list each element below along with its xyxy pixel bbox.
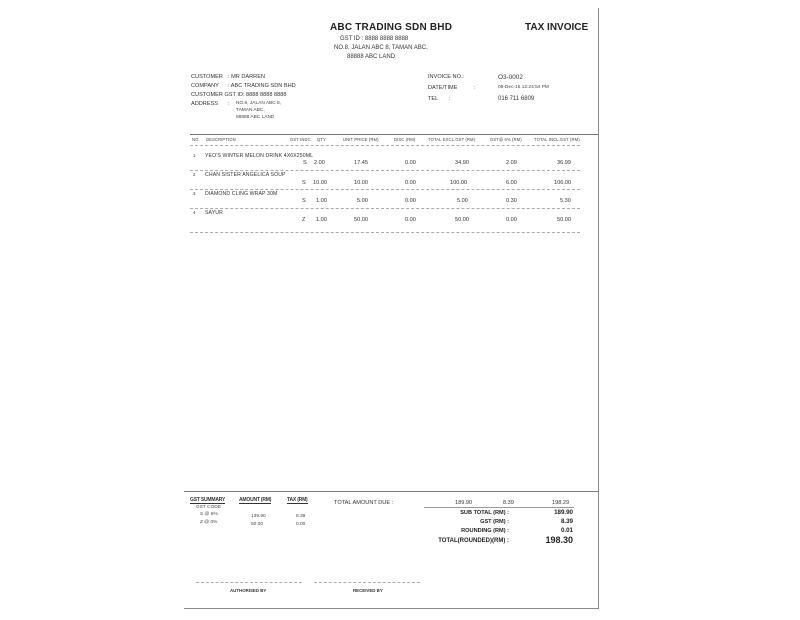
company-value: : ABC TRADING SDN BHD — [228, 83, 296, 89]
row-unit-price: 17.45 — [354, 160, 368, 166]
row-total-incl: 5.30 — [560, 198, 571, 204]
row-description: YEO'S WINTER MELON DRINK 4X6X250ML — [205, 153, 314, 159]
gst-total-label: GST (RM) : — [480, 519, 509, 525]
subtotal-value: 189.90 — [554, 509, 573, 516]
row-qty: 1.00 — [316, 217, 327, 223]
total-amount-due-label: TOTAL AMOUNT DUE : — [334, 500, 394, 506]
row-divider — [190, 208, 580, 209]
totals-rule — [424, 507, 574, 508]
row-total-excl: 5.00 — [457, 198, 468, 204]
col-header-gst-amount: GST@ 6% (RM) — [490, 137, 522, 142]
subtotal-label: SUB TOTAL (RM) : — [460, 510, 509, 516]
row-disc: 0.00 — [405, 180, 416, 186]
total-gst-value: 8.39 — [503, 500, 514, 506]
row-total-excl: 50.00 — [455, 217, 469, 223]
row-total-incl: 50.00 — [557, 217, 571, 223]
row-no: 2 — [193, 172, 196, 177]
received-signature-line — [314, 582, 420, 583]
address-line: TAMAN ABC, — [236, 108, 265, 113]
company-gst-id: GST ID : 8888 8888 8888 — [340, 36, 409, 42]
gst-tax-header: TAX (RM) — [287, 497, 308, 503]
gst-amount-header: AMOUNT (RM) — [239, 497, 272, 503]
row-gst-indc: S — [303, 160, 307, 166]
authorised-by-label: AUTHORISED BY — [230, 588, 267, 593]
gst-total-value: 8.39 — [560, 518, 573, 525]
footer-top-rule — [184, 491, 598, 492]
col-header-unit-price: UNIT PRICE (RM) — [343, 137, 379, 142]
grand-total-label: TOTAL(ROUNDED)(RM) : — [438, 538, 509, 544]
col-header-gst-indc: GST INDC. — [290, 137, 312, 142]
tel-colon: : — [449, 96, 451, 102]
grand-total-value: 198.30 — [545, 535, 573, 545]
row-divider — [190, 170, 580, 171]
gst-code-tax: 8.39 — [296, 514, 306, 519]
customer-value: : MR DARREN — [228, 74, 265, 80]
row-gst-indc: S — [302, 180, 306, 186]
company-label: COMPANY — [191, 83, 219, 89]
invoice-no-label: INVOICE NO.: — [428, 74, 465, 80]
received-by-label: RECEIVED BY — [353, 588, 383, 593]
tel-value: 016 711 6809 — [498, 96, 535, 102]
row-divider — [190, 189, 580, 190]
row-gst-amount: 0.00 — [506, 217, 517, 223]
col-header-qty: QTY — [317, 137, 326, 142]
tel-label: TEL — [428, 96, 439, 102]
row-description: CHAN SISTER ANGELICA SOUP — [205, 172, 286, 178]
table-header-rule — [190, 145, 580, 146]
document-title: TAX INVOICE — [525, 22, 589, 33]
row-total-excl: 34.90 — [455, 160, 469, 166]
company-address-line1: NO.8, JALAN ABC 8, TAMAN ABC, — [334, 45, 428, 51]
row-total-incl: 36.99 — [557, 160, 571, 166]
customer-gst-label: CUSTOMER GST ID: — [191, 92, 245, 98]
gst-code-label: GST CODE — [196, 505, 221, 510]
total-incl-value: 198.29 — [552, 500, 570, 506]
row-total-excl: 100.00 — [450, 180, 468, 186]
col-header-description: DESCRIPTION — [206, 137, 236, 142]
table-top-rule — [190, 134, 598, 135]
authorised-signature-line — [196, 582, 302, 583]
row-qty: 10.00 — [313, 180, 327, 186]
row-unit-price: 10.00 — [354, 180, 368, 186]
row-unit-price: 50.00 — [354, 217, 368, 223]
row-disc: 0.00 — [405, 160, 416, 166]
gst-code-tax: 0.00 — [296, 522, 306, 527]
gst-code: Z @ 0% — [200, 520, 218, 525]
total-excl-value: 189.90 — [455, 500, 473, 506]
gst-code: S @ 6% — [200, 512, 218, 517]
col-header-disc: DISC (RM) — [394, 137, 416, 142]
row-total-incl: 106.00 — [554, 180, 572, 186]
row-description: DIAMOND CLING WRAP 30M — [205, 191, 278, 197]
row-disc: 0.00 — [405, 198, 416, 204]
customer-label: CUSTOMER — [191, 74, 223, 80]
row-gst-amount: 2.09 — [506, 160, 517, 166]
row-qty: 2.00 — [314, 160, 325, 166]
datetime-colon: : — [474, 85, 476, 91]
row-qty: 1.00 — [316, 198, 327, 204]
row-gst-indc: S — [302, 198, 306, 204]
address-line: NO.8, JALAN ABC 8, — [236, 101, 282, 106]
row-description: SAYUR — [205, 210, 223, 216]
company-name: ABC TRADING SDN BHD — [330, 22, 453, 33]
datetime-value: 08-Dec-15 12:24:54 PM — [498, 85, 549, 90]
rounding-label: ROUNDING (RM) : — [461, 528, 509, 534]
row-gst-amount: 6.00 — [506, 180, 517, 186]
rounding-value: 0.01 — [560, 527, 573, 534]
company-address-line2: 88888 ABC LAND — [347, 54, 396, 60]
col-header-no: NO. — [192, 137, 200, 142]
row-gst-indc: Z — [302, 217, 306, 223]
row-disc: 0.00 — [405, 217, 416, 223]
datetime-label: DATE/TIME — [428, 85, 458, 91]
address-label: ADDRESS — [191, 101, 219, 107]
address-line: 88888 ABC LAND — [236, 115, 275, 120]
col-header-total-incl: TOTAL INCL.GST (RM) — [534, 137, 580, 142]
invoice-page — [184, 8, 599, 609]
row-unit-price: 5.00 — [357, 198, 368, 204]
row-gst-amount: 0.30 — [506, 198, 517, 204]
table-bottom-rule — [190, 232, 580, 233]
gst-code-amount: 50.00 — [251, 522, 264, 527]
row-no: 1 — [193, 153, 196, 158]
address-colon: : — [228, 101, 230, 107]
row-no: 3 — [193, 191, 196, 196]
gst-summary-header: GST SUMMARY — [190, 497, 226, 503]
invoice-no-value: O3-0002 — [498, 74, 523, 81]
customer-gst-value: 8888 8888 8888 — [246, 92, 287, 98]
row-no: 4 — [193, 210, 196, 215]
col-header-total-excl: TOTAL EXCL.GST (RM) — [428, 137, 476, 142]
gst-code-amount: 139.90 — [251, 514, 266, 519]
